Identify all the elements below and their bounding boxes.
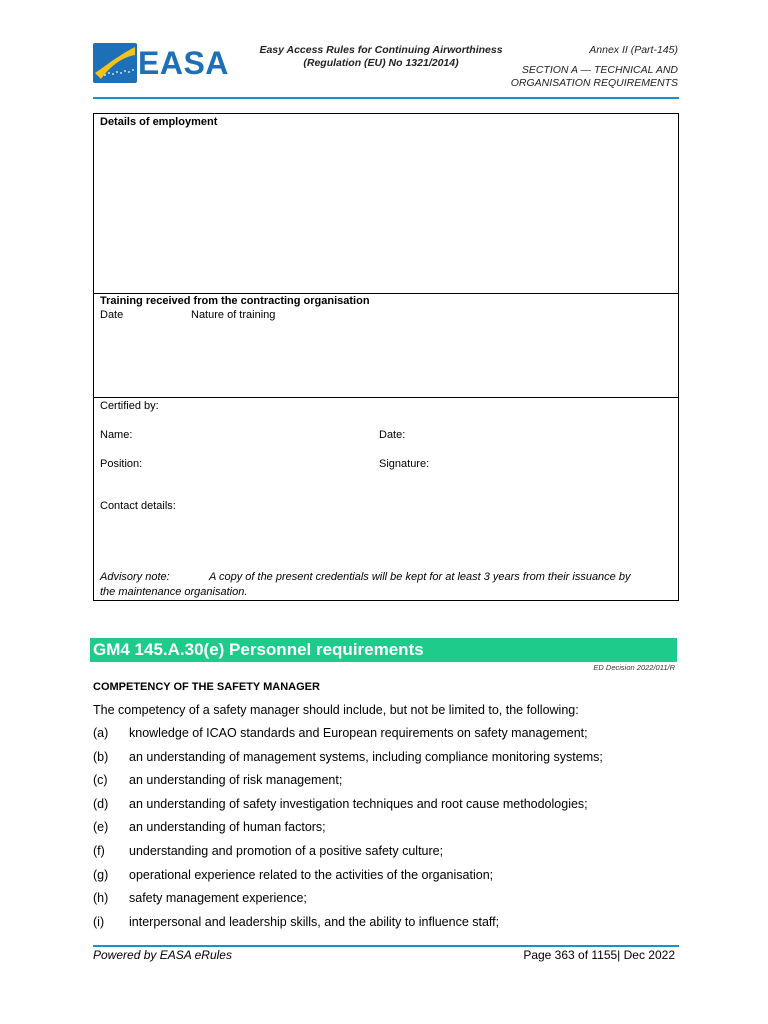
list-item xyxy=(93,772,683,796)
signature-label: Signature: xyxy=(379,458,430,470)
training-section xyxy=(94,294,678,398)
advisory-note-text-line2: the maintenance organisation. xyxy=(100,586,248,598)
list-item xyxy=(93,725,683,749)
annex-label: Annex II (Part-145) xyxy=(589,44,678,56)
advisory-note-text-line1: A copy of the present credentials will be kept for at least 3 years from their issuance by xyxy=(209,571,631,583)
header-divider xyxy=(93,97,679,99)
list-item-text: knowledge of ICAO standards and European requirements on safety management; xyxy=(129,726,588,740)
employment-section xyxy=(94,114,678,294)
logo-text: EASA xyxy=(138,45,229,81)
list-item-text: operational experience related to the activities of the organisation; xyxy=(129,867,494,882)
ed-decision-reference: ED Decision 2022/011/R xyxy=(593,663,675,672)
advisory-note-label: Advisory note: xyxy=(100,571,170,583)
list-item-text: safety management experience; xyxy=(129,891,307,906)
contact-details-label: Contact details: xyxy=(100,500,176,512)
list-item xyxy=(93,890,683,914)
list-item xyxy=(93,867,683,891)
list-item-label: (d) xyxy=(93,796,109,811)
list-item xyxy=(93,796,683,820)
intro-paragraph: The competency of a safety manager should include, but not be limited to, the following: xyxy=(93,703,579,717)
document-title-line1: Easy Access Rules for Continuing Airworthiness xyxy=(259,44,503,56)
list-item-text: an understanding of human factors; xyxy=(129,820,326,835)
page-info: Page 363 of 1155| Dec 2022 xyxy=(523,948,675,962)
training-label: Training received from the contracting organisation xyxy=(100,295,370,307)
document-title-line2: (Regulation (EU) No 1321/2014) xyxy=(303,57,459,69)
list-item-label: (b) xyxy=(93,749,109,764)
section-line1: SECTION A — TECHNICAL AND xyxy=(521,64,678,76)
subheading: COMPETENCY OF THE SAFETY MANAGER xyxy=(93,681,320,693)
list-item xyxy=(93,749,683,773)
list-item-text: an understanding of safety investigation techniques and root cause methodologies; xyxy=(129,796,588,811)
easa-logo-mark-icon xyxy=(93,43,137,83)
footer-divider xyxy=(93,945,679,947)
header-section-info xyxy=(470,44,678,90)
list-item xyxy=(93,914,683,938)
name-label: Name: xyxy=(100,429,133,441)
powered-by-link[interactable]: Powered by EASA eRules xyxy=(93,948,232,962)
list-item-label: (f) xyxy=(93,843,105,858)
list-item-label: (e) xyxy=(93,820,109,835)
list-item-label: (i) xyxy=(93,914,105,929)
list-item-label: (h) xyxy=(93,891,109,906)
list-item-text: interpersonal and leadership skills, and the ability to influence staff; xyxy=(129,914,500,929)
list-item-label: (a) xyxy=(93,726,109,740)
section-heading: GM4 145.A.30(e) Personnel requirements xyxy=(93,640,424,659)
easa-logo xyxy=(93,43,229,83)
training-date-label: Date xyxy=(100,309,124,321)
section-line2: ORGANISATION REQUIREMENTS xyxy=(510,77,678,89)
certification-date-label: Date: xyxy=(379,429,406,441)
competency-list xyxy=(93,725,683,937)
list-item-text: an understanding of management systems, including compliance monitoring systems; xyxy=(129,749,603,764)
list-item-label: (g) xyxy=(93,867,109,882)
nature-of-training-label: Nature of training xyxy=(191,309,276,321)
list-item xyxy=(93,843,683,867)
list-item-label: (c) xyxy=(93,773,108,788)
list-item-text: an understanding of risk management; xyxy=(129,773,343,788)
certification-section xyxy=(94,398,678,600)
details-of-employment-label: Details of employment xyxy=(100,116,218,128)
certified-by-label: Certified by: xyxy=(100,400,159,412)
position-label: Position: xyxy=(100,458,143,470)
credentials-form xyxy=(93,113,679,601)
list-item-text: understanding and promotion of a positive safety culture; xyxy=(129,843,444,858)
list-item xyxy=(93,819,683,843)
